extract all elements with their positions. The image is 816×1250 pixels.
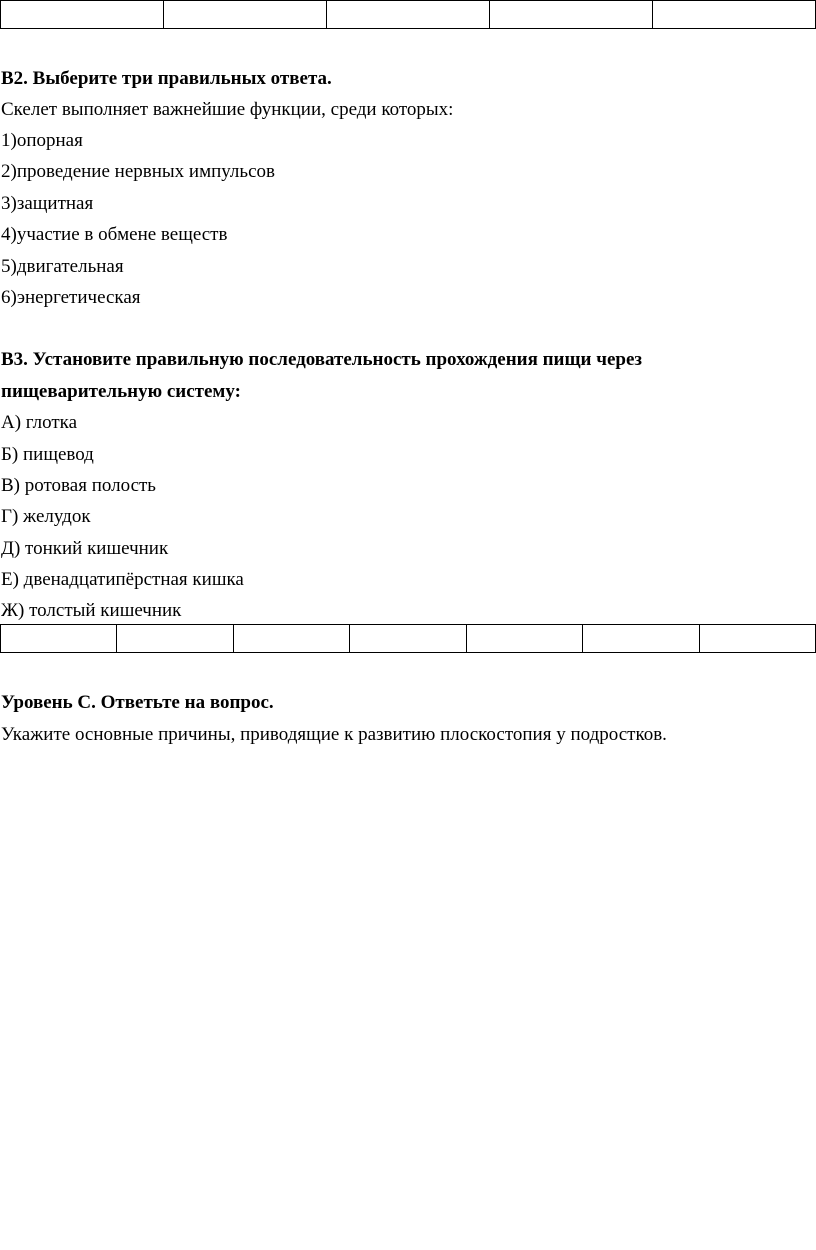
b3-option: Г) желудок bbox=[1, 506, 91, 527]
answer-cell[interactable] bbox=[466, 625, 582, 653]
b2-option: 5)двигательная bbox=[1, 256, 124, 277]
c-heading: Уровень С. Ответьте на вопрос. bbox=[1, 692, 274, 713]
b3-option: Ж) толстый кишечник bbox=[1, 600, 182, 621]
answer-table-b3 bbox=[0, 624, 816, 653]
answer-cell[interactable] bbox=[233, 625, 349, 653]
answer-cell[interactable] bbox=[117, 625, 233, 653]
b3-option: А) глотка bbox=[1, 412, 78, 433]
b3-option: Д) тонкий кишечник bbox=[1, 538, 169, 559]
c-question: Укажите основные причины, приводящие к развитию плоскостопия у подростков. bbox=[1, 724, 667, 745]
answer-cell[interactable] bbox=[653, 1, 816, 29]
answer-cell[interactable] bbox=[583, 625, 699, 653]
answer-table-top bbox=[0, 0, 816, 29]
b3-option: Е) двенадцатипёрстная кишка bbox=[1, 569, 244, 590]
b2-question: Скелет выполняет важнейшие функции, среди которых: bbox=[1, 99, 454, 120]
answer-cell[interactable] bbox=[699, 625, 815, 653]
b3-heading: В3. Установите правильную последовательность прохождения пищи через bbox=[1, 349, 643, 370]
b2-option: 4)участие в обмене веществ bbox=[1, 224, 228, 245]
answer-cell[interactable] bbox=[327, 1, 490, 29]
answer-cell[interactable] bbox=[350, 625, 466, 653]
b2-heading: В2. Выберите три правильных ответа. bbox=[1, 68, 332, 89]
b2-option: 6)энергетическая bbox=[1, 287, 141, 308]
b3-option: Б) пищевод bbox=[1, 444, 94, 465]
b2-option: 1)опорная bbox=[1, 130, 83, 151]
answer-cell[interactable] bbox=[164, 1, 327, 29]
b3-heading-continued: пищеварительную систему: bbox=[1, 381, 241, 402]
b2-option: 3)защитная bbox=[1, 193, 94, 214]
answer-cell[interactable] bbox=[1, 625, 117, 653]
b2-option: 2)проведение нервных импульсов bbox=[1, 161, 275, 182]
answer-cell[interactable] bbox=[1, 1, 164, 29]
b3-option: В) ротовая полость bbox=[1, 475, 156, 496]
answer-cell[interactable] bbox=[490, 1, 653, 29]
